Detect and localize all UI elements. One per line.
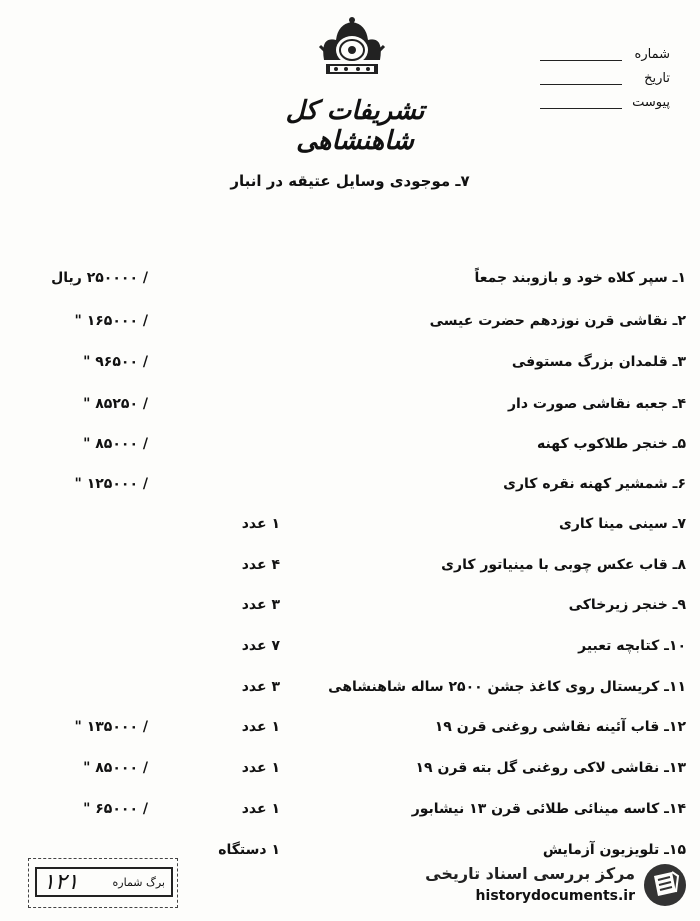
item-title: ۳ـ قلمدان بزرگ مستوفی xyxy=(511,354,686,370)
meta-fields xyxy=(540,42,670,114)
list-item xyxy=(0,638,700,668)
item-price: / ۱۳۵۰۰۰ " xyxy=(74,719,148,735)
crown-emblem-icon xyxy=(316,16,388,88)
watermark xyxy=(410,858,695,914)
list-item xyxy=(0,760,700,790)
list-item xyxy=(0,801,700,831)
item-title: ۲ـ نقاشی قرن نوزدهم حضرت عیسی xyxy=(429,313,686,329)
item-title: ۱۵ـ تلویزیون آزمایش xyxy=(542,842,686,858)
item-price: / ۸۵۰۰۰ " xyxy=(83,760,148,776)
document-heading: ۷ـ موجودی وسایل عتیقه در انبار xyxy=(230,172,470,190)
list-item xyxy=(0,679,700,709)
item-title: ۱۳ـ نقاشی لاکی روغنی گل بته قرن ۱۹ xyxy=(415,760,686,776)
item-price: / ۹۶۵۰۰ " xyxy=(83,354,148,370)
item-count: ۱ عدد xyxy=(241,719,280,735)
stamp-label: برگ شماره xyxy=(112,875,165,889)
watermark-line2: historydocuments.ir xyxy=(475,888,635,904)
meta-line xyxy=(540,72,622,85)
meta-row-number xyxy=(540,42,670,66)
item-title: ۱۱ـ کریستال روی کاغذ جشن ۲۵۰۰ ساله شاهنشاهی xyxy=(328,679,686,695)
item-price: / ۸۵۰۰۰ " xyxy=(83,436,148,452)
meta-label: شماره xyxy=(634,46,670,62)
list-item xyxy=(0,396,700,426)
item-count: ۳ عدد xyxy=(241,679,280,695)
stamp-box xyxy=(35,867,173,897)
item-count: ۱ عدد xyxy=(241,516,280,532)
list-item xyxy=(0,476,700,506)
item-count: ۳ عدد xyxy=(241,597,280,613)
list-item xyxy=(0,313,700,343)
item-title: ۸ـ قاب عکس چوبی با مینیاتور کاری xyxy=(441,557,686,573)
list-item xyxy=(0,516,700,546)
meta-label: پیوست xyxy=(632,94,670,110)
archive-stamp xyxy=(28,858,178,908)
item-price: / ۱۲۵۰۰۰ " xyxy=(74,476,148,492)
item-price: / ۱۶۵۰۰۰ " xyxy=(74,313,148,329)
list-item xyxy=(0,557,700,587)
meta-row-date xyxy=(540,66,670,90)
meta-line xyxy=(540,96,622,109)
meta-label: تاریخ xyxy=(644,70,670,86)
item-title: ۱۲ـ قاب آئینه نقاشی روغنی قرن ۱۹ xyxy=(434,719,686,735)
list-item xyxy=(0,436,700,466)
item-count: ۱ عدد xyxy=(241,760,280,776)
meta-line xyxy=(540,48,622,61)
item-price: / ۶۵۰۰۰ " xyxy=(83,801,148,817)
list-item xyxy=(0,354,700,384)
item-title: ۱۰ـ کتابچه تعبیر xyxy=(578,638,686,654)
item-price: / ۸۵۲۵۰ " xyxy=(83,396,148,412)
stamp-number: ۱۲۱ xyxy=(43,869,79,895)
meta-row-attachment xyxy=(540,90,670,114)
list-item xyxy=(0,597,700,627)
item-title: ۱۴ـ کاسه مینائی طلائی قرن ۱۳ نیشابور xyxy=(411,801,686,817)
item-title: ۴ـ جعبه نقاشی صورت دار xyxy=(507,396,686,412)
item-count: ۷ عدد xyxy=(241,638,280,654)
archive-logo-icon xyxy=(642,862,688,908)
item-title: ۷ـ سینی مینا کاری xyxy=(559,516,686,532)
item-title: ۶ـ شمشیر کهنه نقره کاری xyxy=(503,476,686,492)
item-title: ۱ـ سپر کلاه خود و بازوبند جمعاً xyxy=(474,270,686,286)
court-title: تشریفات کل شاهنشاهی xyxy=(285,96,425,156)
list-item xyxy=(0,270,700,300)
item-title: ۵ـ خنجر طلاکوب کهنه xyxy=(537,436,686,452)
item-title: ۹ـ خنجر زیرخاکی xyxy=(568,597,686,613)
item-count: ۱ عدد xyxy=(241,801,280,817)
item-count: ۱ دستگاه xyxy=(218,842,280,858)
watermark-line1: مرکز بررسی اسناد تاریخی xyxy=(425,864,635,883)
item-count: ۴ عدد xyxy=(241,557,280,573)
list-item xyxy=(0,719,700,749)
item-price: / ۲۵۰۰۰۰ ریال xyxy=(51,270,148,286)
